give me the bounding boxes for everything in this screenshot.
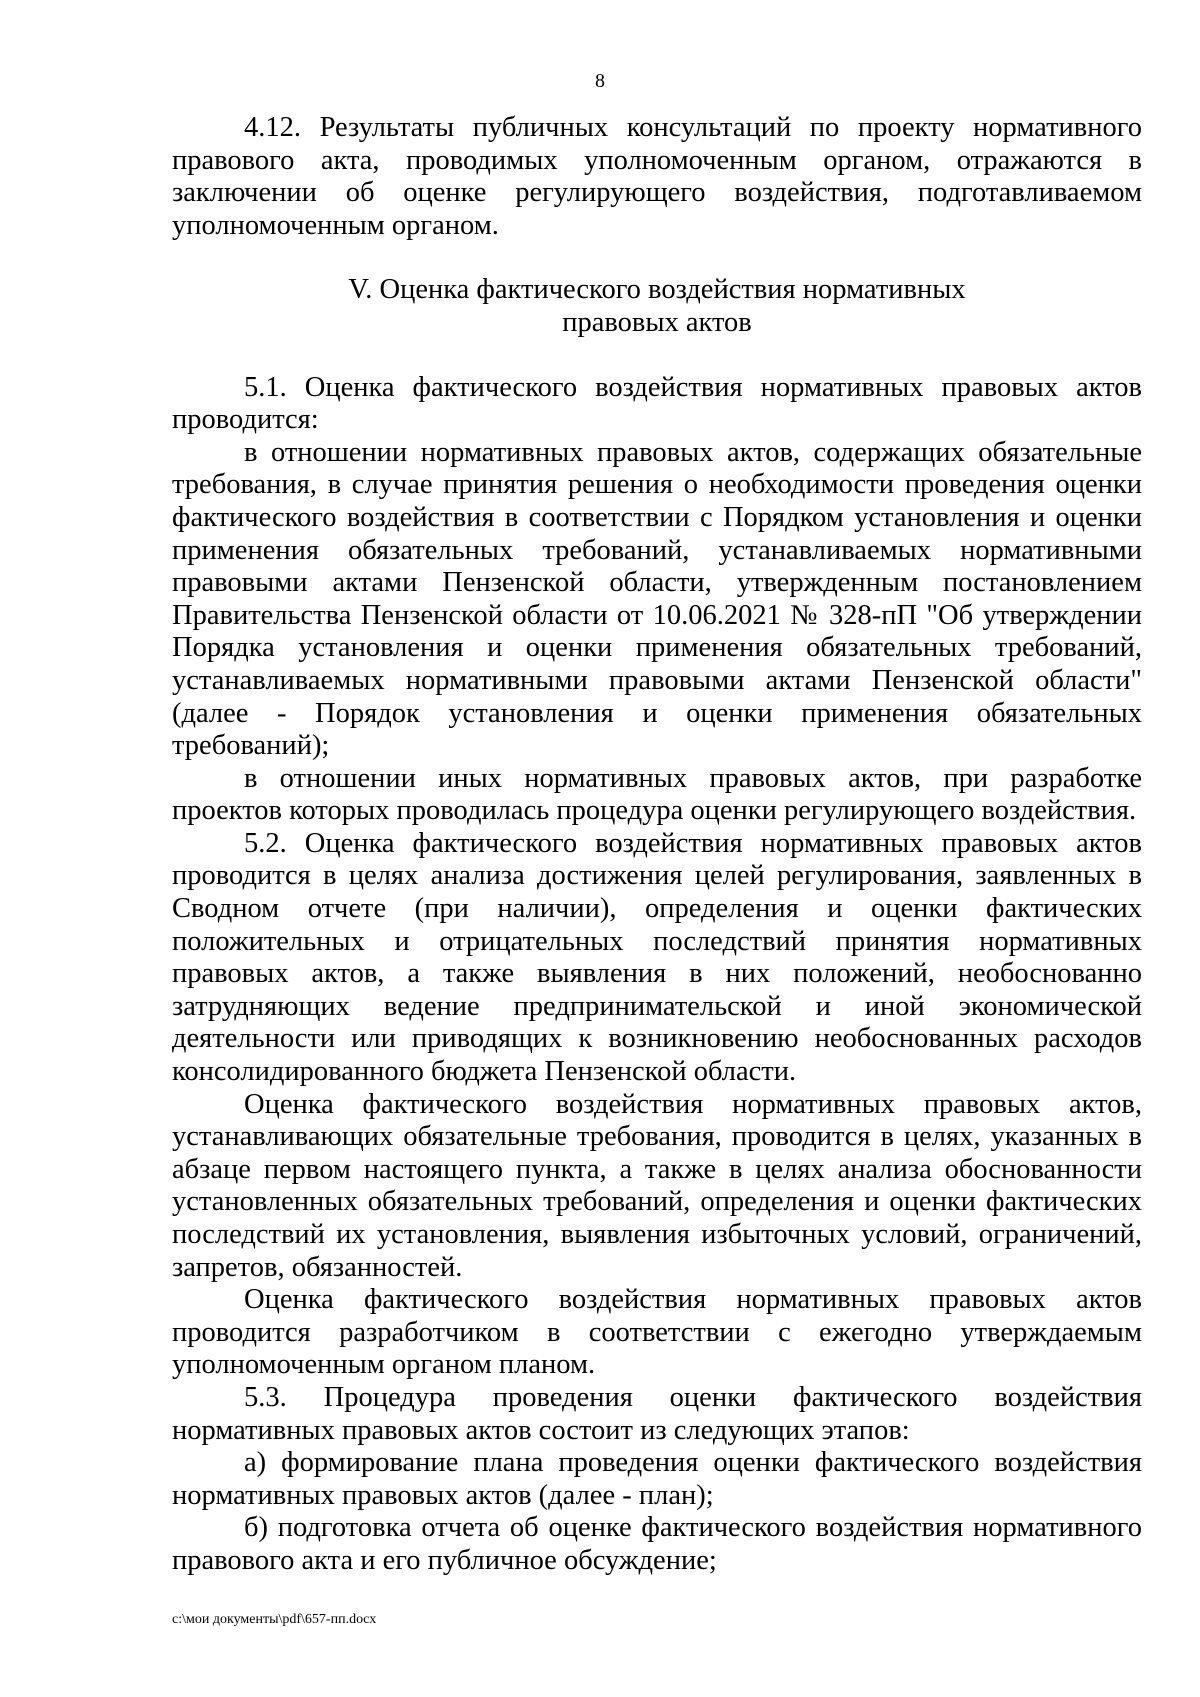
page-number: 8 <box>595 70 605 92</box>
paragraph-5-2: 5.2. Оценка фактического воздействия нормативных правовых актов проводится в целях анализа достижения целей регулирования, заявленных в Сводном отчете (при наличии), определения и оценки фактических положительных и отрицательных последствий принятия нормативных правовых актов, а также выявления в них положений, необоснованно затрудняющих ведение предпринимательской и иной экономической деятельности или приводящих к возникновению необоснованных расходов консолидированного бюджета Пензенской области. <box>172 827 1142 1088</box>
paragraph-5-3-b: б) подготовка отчета об оценке фактического воздействия нормативного правового акта и его публичное обсуждение; <box>172 1512 1142 1576</box>
paragraph-5-1-a: в отношении нормативных правовых актов, содержащих обязательные требования, в случае принятия решения о необходимости проведения оценки фактического воздействия в соответствии с Порядком установления и оценки применения обязательных требований, устанавливаемых нормативными правовыми актами Пензенской области, утвержденным постановлением Правительства Пензенской области от 10.06.2021 № 328-пП "Об утверждении Порядка установления и оценки применения обязательных требований, устанавливаемых нормативными правовыми актами Пензенской области" (далее - Порядок установления и оценки применения обязательных требований); <box>172 436 1142 762</box>
paragraph-5-2-b: Оценка фактического воздействия нормативных правовых актов, устанавливающих обязательные требования, проводится в целях, указанных в абзаце первом настоящего пункта, а также в целях анализа обоснованности установленных обязательных требований, определения и оценки фактических последствий их установления, выявления избыточных условий, ограничений, запретов, обязанностей. <box>172 1088 1142 1283</box>
document-body <box>172 112 1142 1578</box>
paragraph-5-3-a: а) формирование плана проведения оценки фактического воздействия нормативных правовых актов (далее - план); <box>172 1447 1142 1511</box>
section-heading-line-1: V. Оценка фактического воздействия нормативных <box>348 274 966 306</box>
footer-file-path: c:\мои документы\pdf\657-пп.docx <box>172 1612 377 1627</box>
section-heading-line-2: правовых актов <box>562 306 752 338</box>
paragraph-4-12: 4.12. Результаты публичных консультаций по проекту нормативного правового акта, проводимых уполномоченным органом, отражаются в заключении об оценке регулирующего воздействия, подготавливаемом уполномоченным органом. <box>172 112 1142 241</box>
paragraph-5-1-b: в отношении иных нормативных правовых актов, при разработке проектов которых проводилась процедура оценки регулирующего воздействия. <box>172 762 1142 827</box>
section-heading <box>172 274 1142 339</box>
paragraph-5-1: 5.1. Оценка фактического воздействия нормативных правовых актов проводится: <box>172 371 1142 436</box>
paragraph-5-3: 5.3. Процедура проведения оценки фактического воздействия нормативных правовых актов состоит из следующих этапов: <box>172 1381 1142 1446</box>
paragraph-5-2-c: Оценка фактического воздействия нормативных правовых актов проводится разработчиком в соответствии с ежегодно утверждаемым уполномоченным органом планом. <box>172 1284 1142 1381</box>
